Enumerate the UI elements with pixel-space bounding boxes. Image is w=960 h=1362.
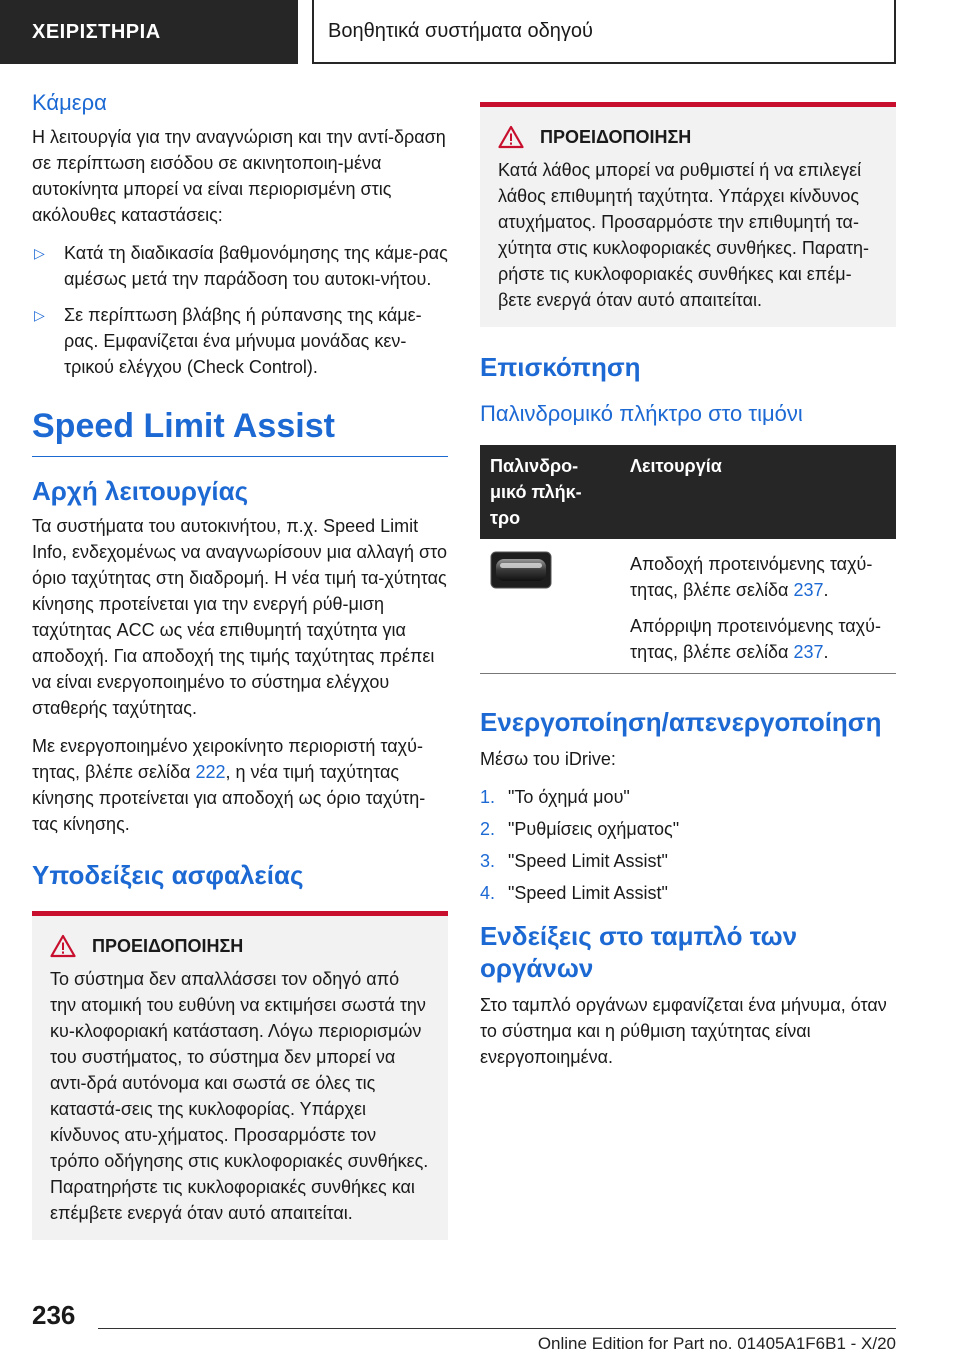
rocker-heading: Παλινδρομικό πλήκτρο στο τιμόνι	[480, 401, 803, 426]
activation-heading: Ενεργοποίηση/απενεργοποίηση	[480, 707, 882, 737]
list-item: 2. "Ρυθμίσεις οχήματος"	[480, 819, 680, 839]
list-item: 4. "Speed Limit Assist"	[480, 883, 668, 903]
chapter-header	[312, 0, 896, 64]
warning-box	[32, 911, 448, 1240]
left-column	[32, 88, 448, 1240]
warning-label: ΠΡΟΕΙΔΟΠΟΙΗΣΗ	[92, 935, 244, 956]
table-row	[480, 539, 896, 674]
principle-heading: Αρχή λειτουργίας	[32, 476, 249, 506]
warning-label: ΠΡΟΕΙΔΟΠΟΙΗΣΗ	[540, 126, 692, 147]
warning-box	[480, 102, 896, 327]
section-title: ΧΕΙΡΙΣΤΗΡΙΑ	[32, 20, 161, 43]
cluster-text: Στο ταμπλό οργάνων εμφανίζεται ένα μήνυμα, όταν το σύστημα και η ρύθμιση ταχύτητας είναι ενεργοποιημένα.	[480, 995, 887, 1067]
warning-triangle-icon	[498, 125, 524, 149]
list-item: ▷ Σε περίπτωση βλάβης ή ρύπανσης της κάμε-ρας. Εμφανίζεται ένα μήνυμα μονάδας κεν-τρικού ελέγχου (Check Control).	[32, 302, 448, 380]
rocker-table	[480, 445, 896, 674]
right-column	[480, 102, 896, 1082]
section-header	[0, 0, 298, 64]
list-item: ▷ Κατά τη διαδικασία βαθμονόμησης της κάμε-ρας αμέσως μετά την παράδοση του αυτοκι-νήτου.	[32, 240, 448, 292]
main-title: Speed Limit Assist	[32, 404, 448, 457]
table-header-function: Λειτουργία	[620, 445, 896, 539]
page-link-222[interactable]: 222	[195, 762, 226, 782]
safety-heading: Υποδείξεις ασφαλείας	[32, 860, 304, 890]
rocker-key-cell	[480, 539, 620, 674]
camera-bullets	[32, 240, 448, 380]
reject-text: Απόρριψη προτεινόμενης ταχύ-τητας, βλέπε σελίδα 237.	[630, 616, 881, 662]
chapter-title: Βοηθητικά συστήματα οδηγού	[328, 19, 593, 42]
camera-text: Η λειτουργία για την αναγνώριση και την αντί-δραση σε περίπτωση εισόδου σε ακινητοποιη-μένα αυτοκίνητα μπορεί να είναι περιορισμένη στις ακόλουθες καταστάσεις:	[32, 127, 446, 225]
overview-heading: Επισκόπηση	[480, 352, 641, 382]
footer-edition: Online Edition for Part no. 01405A1F6B1 - X/20	[537, 1334, 896, 1353]
via-text: Μέσω του iDrive:	[480, 749, 616, 769]
accept-text: Αποδοχή προτεινόμενης ταχύ-τητας, βλέπε σελίδα 237.	[630, 554, 873, 600]
warning-triangle-icon	[50, 934, 76, 958]
page-number: 236	[32, 1300, 76, 1330]
warning-text: Κατά λάθος μπορεί να ρυθμιστεί ή να επιλεγεί λάθος επιθυμητή ταχύτητα. Υπάρχει κίνδυνος ατυχήματος. Προσαρμόστε την επιθυμητή τα-χύτητα στις κυκλοφοριακές συνθήκες. Παρατη-ρήστε τις κυκλοφοριακές συνθήκες και επέμ-βετε ενεργά όταν αυτό απαιτείται.	[498, 160, 870, 310]
cluster-heading: Ενδείξεις στο ταμπλό των οργάνων	[480, 921, 798, 983]
page-link-237[interactable]: 237	[793, 642, 824, 662]
table-header-key: Παλινδρο-μικό πλήκ-τρο	[480, 445, 620, 539]
rocker-function-cell	[620, 539, 896, 674]
limiter-text: Με ενεργοποιημένο χειροκίνητο περιοριστή ταχύ-τητας, βλέπε σελίδα 222, η νέα τιμή ταχύτητας κίνησης προτείνεται για αποδοχή ως όριο ταχύτη-τας κίνησης.	[32, 736, 426, 834]
triangle-bullet-icon: ▷	[34, 307, 45, 323]
list-item: 3. "Speed Limit Assist"	[480, 851, 668, 871]
list-item: 1. "Το όχημά μου"	[480, 787, 630, 807]
warning-text: Το σύστημα δεν απαλλάσσει τον οδηγό από την ατομική του ευθύνη να εκτιμήσει σωστά την κυ-κλοφοριακή κατάσταση. Λόγω περιορισμών του συστήματος, το σύστημα δεν μπορεί να αντι-δρά αυτόνομα και σωστά σε όλες τις καταστά-σεις της κυκλοφορίας. Υπάρχει κίνδυνος ατυ-χήματος. Προσαρμόστε τον τρόπο οδήγησης στις κυκλοφοριακές συνθήκες. Παρατηρήστε τις κυκλοφοριακές συνθήκες και επέμβετε ενεργά όταν αυτό απαιτείται.	[50, 969, 429, 1223]
rocker-switch-icon	[490, 551, 552, 589]
footer-divider	[98, 1328, 896, 1329]
principle-text: Τα συστήματα του αυτοκινήτου, π.χ. Speed Limit Info, ενδεχομένως να αναγνωρίσουν μια αλλαγή στο όριο ταχύτητας στη διαδρομή. Η νέα τιμή τα-χύτητας κίνησης προτείνεται για την ενεργή ρύθ-μιση ταχύτητας ACC ως νέα επιθυμητή ταχύτητα για αποδοχή. Για αποδοχή της τιμής ταχύτητας πρέπει να είναι ενεργοποιημένο το σύστημα ελέγχου σταθερής ταχύτητας.	[32, 516, 447, 718]
triangle-bullet-icon: ▷	[34, 245, 45, 261]
table-header-row	[480, 445, 896, 539]
activation-steps	[480, 784, 896, 906]
camera-heading: Κάμερα	[32, 90, 107, 115]
page-link-237[interactable]: 237	[793, 580, 824, 600]
